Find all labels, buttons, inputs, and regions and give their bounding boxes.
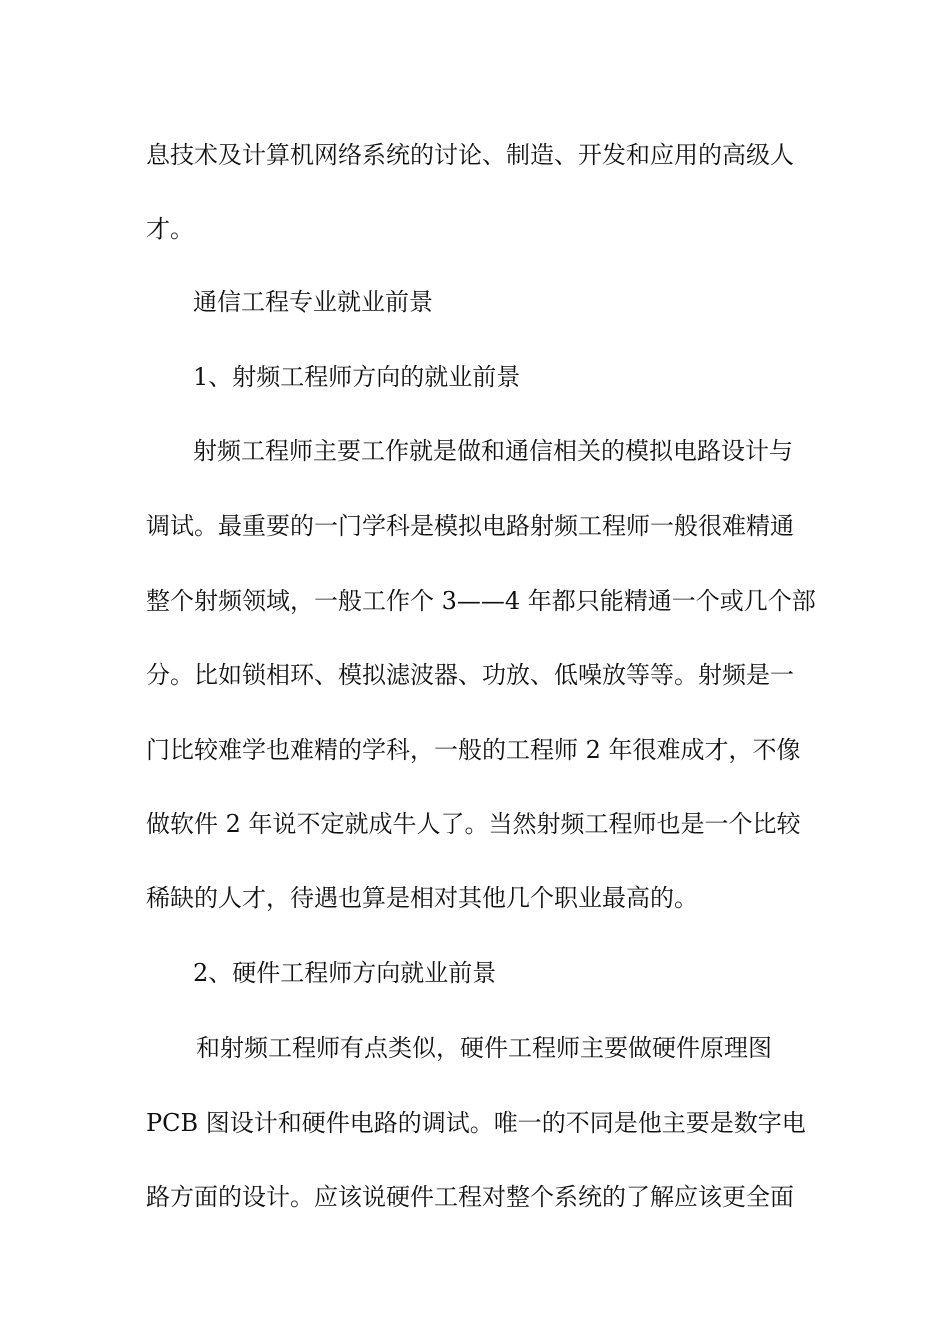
subsection-heading: 1、射频工程师方向的就业前景 [193, 363, 521, 391]
body-text-line: 和射频工程师有点类似，硬件工程师主要做硬件原理图 [196, 1034, 772, 1062]
body-text-line: 息技术及计算机网络系统的讨论、制造、开发和应用的高级人 [146, 141, 794, 169]
body-text-line: 门比较难学也难精的学科，一般的工程师 2 年很难成才，不像 [146, 736, 801, 764]
body-text-line: 射频工程师主要工作就是做和通信相关的模拟电路设计与 [193, 437, 793, 465]
body-text-line: 分。比如锁相环、模拟滤波器、功放、低噪放等等。射频是一 [146, 661, 794, 689]
body-text-line: 稀缺的人才，待遇也算是相对其他几个职业最高的。 [146, 884, 698, 912]
body-text-line: 路方面的设计。应该说硬件工程对整个系统的了解应该更全面 [146, 1183, 794, 1211]
body-text-line: 才。 [146, 215, 194, 243]
body-text-line: 做软件 2 年说不定就成牛人了。当然射频工程师也是一个比较 [146, 810, 801, 838]
section-heading: 通信工程专业就业前景 [193, 288, 433, 316]
body-text-line: 调试。最重要的一门学科是模拟电路射频工程师一般很难精通 [146, 512, 794, 540]
subsection-heading: 2、硬件工程师方向就业前景 [193, 959, 497, 987]
body-text-line: PCB 图设计和硬件电路的调试。唯一的不同是他主要是数字电 [146, 1109, 806, 1137]
body-text-line: 整个射频领域，一般工作个 3——4 年都只能精通一个或几个部 [146, 587, 816, 615]
